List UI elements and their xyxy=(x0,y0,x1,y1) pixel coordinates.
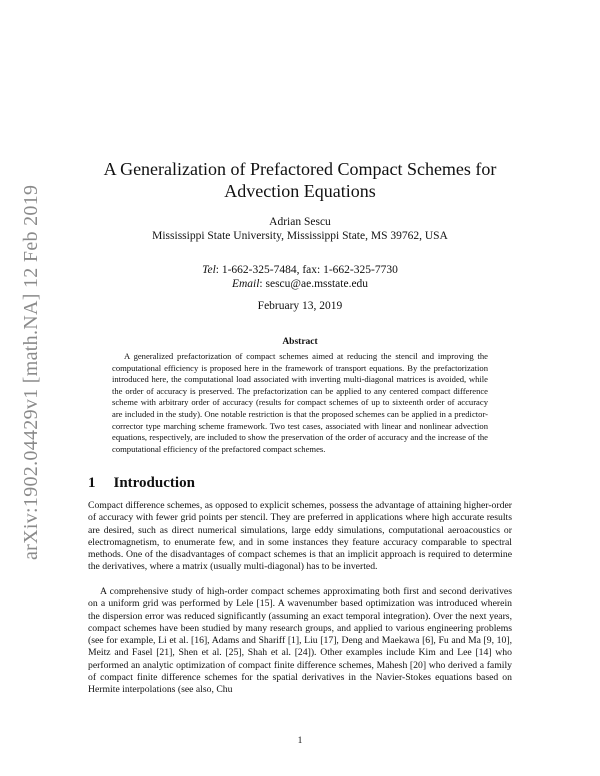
email-value: : sescu@ae.msstate.edu xyxy=(259,278,369,290)
arxiv-identifier: arXiv:1902.04429v1 [math.NA] 12 Feb 2019 xyxy=(20,184,42,560)
intro-paragraph-1: Compact difference schemes, as opposed to explicit schemes, possess the advantage of attaining higher-order of accuracy with fewer grid points per stencil. They are preferred in applications where high accurate results are desired, such as direct numerical simulations, large eddy simulations, computational aeroacoustics or electromagnetism, to enumerate few, and in some instances they feature accuracy comparable to spectral methods. One of the disadvantages of compact schemes is that an implicit approach is required to determine the derivatives, where a matrix (usually multi-diagonal) has to be inverted. xyxy=(88,500,512,573)
title-line-2: Advection Equations xyxy=(224,181,376,201)
affiliation: Mississippi State University, Mississippi State, MS 39762, USA xyxy=(152,230,448,242)
section-title: Introduction xyxy=(113,475,195,491)
paper-date: February 13, 2019 xyxy=(257,300,343,312)
abstract-heading: Abstract xyxy=(282,337,318,347)
tel-value: : 1-662-325-7484, fax: 1-662-325-7730 xyxy=(215,264,398,276)
section-heading xyxy=(88,475,213,492)
abstract-text: A generalized prefactorization of compact schemes aimed at reducing the stencil and improving the computational efficiency is proposed here in the framework of transport equations. By the prefactorization introduced here, the computational load associated with inverting multi-diagonal matrices is avoided, while the order of accuracy is preserved. The prefactorization can be applied to any centered compact difference scheme with arbitrary order of accuracy (results for compact schemes of up to sixteenth order of accuracy are included in the study). One notable restriction is that the proposed schemes can be applied in a predictor-corrector type marching scheme framework. Two test cases, associated with linear and nonlinear advection equations, respectively, are included to show the preservation of the order of accuracy and the increase of the computational efficiency of the prefactored compact schemes. xyxy=(112,351,488,454)
title-line-1: A Generalization of Prefactored Compact Schemes for xyxy=(103,159,497,179)
email-label: Email xyxy=(231,278,260,290)
paper-title xyxy=(100,158,500,202)
tel-label: Tel xyxy=(202,264,216,276)
page-number: 1 xyxy=(297,736,303,746)
intro-paragraph-2: A comprehensive study of high-order compact schemes approximating both first and second derivatives on a uniform grid was performed by Lele [15]. A wavenumber based optimization was introduced wherein the dispersion error was reduced significantly (assuming an exact temporal integration). Over the next years, compact schemes have been studied by many research groups, and applied to various engineering problems (see for example, Li et al. [16], Adams and Shariff [1], Liu [17], Deng and Maekawa [6], Fu and Ma [9, 10], Meitz and Fasel [21], Shen et al. [25], Shah et al. [24]). Other examples include Kim and Lee [14] who performed an analytic optimization of compact finite difference schemes, Mahesh [20] who derived a family of compact finite difference schemes for the spatial derivatives in the Navier-Stokes equations based on Hermite interpolations (see also, Chu xyxy=(88,586,512,696)
section-number: 1 xyxy=(88,475,96,491)
author-name: Adrian Sescu xyxy=(269,216,331,228)
contact-email xyxy=(80,276,520,292)
